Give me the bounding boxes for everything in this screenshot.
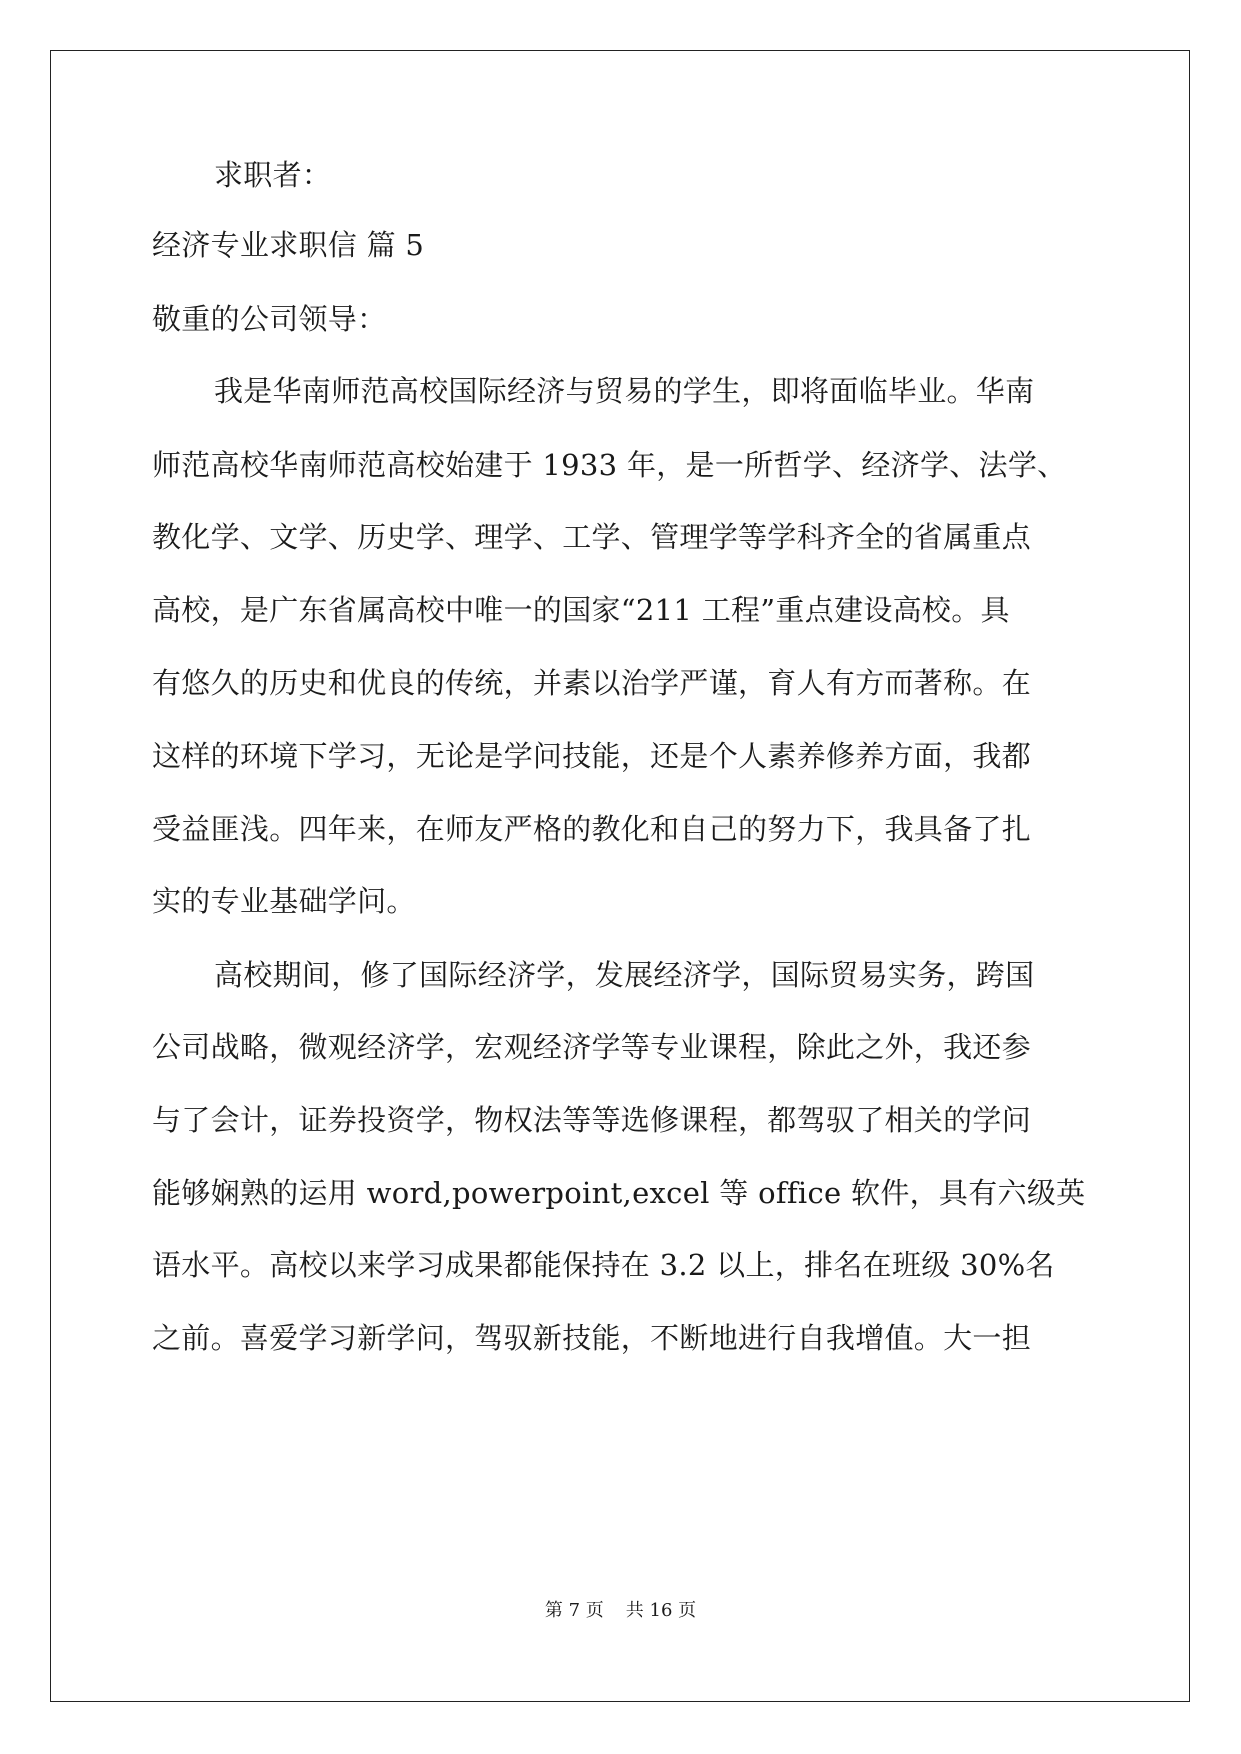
paragraph-line: 有悠久的历史和优良的传统，并素以治学严谨，育人有方而著称。在 [152, 666, 1032, 700]
paragraph-line: 受益匪浅。四年来，在师友严格的教化和自己的努力下，我具备了扎 [152, 812, 1032, 846]
page-total: 共 16 页 [625, 1600, 697, 1621]
paragraph-line: 公司战略，微观经济学，宏观经济学等专业课程，除此之外，我还参 [152, 1030, 1032, 1064]
paragraph-line: 高校，是广东省属高校中唯一的国家“211 工程”重点建设高校。具 [152, 593, 1010, 627]
signature-line: 求职者： [214, 158, 332, 192]
paragraph-line: 高校期间，修了国际经济学，发展经济学，国际贸易实务，跨国 [214, 958, 1035, 992]
paragraph-line: 之前。喜爱学习新学问，驾驭新技能，不断地进行自我增值。大一担 [152, 1321, 1032, 1355]
paragraph-line: 与了会计，证券投资学，物权法等等选修课程，都驾驭了相关的学问 [152, 1103, 1032, 1137]
paragraph-line: 教化学、文学、历史学、理学、工学、管理学等学科齐全的省属重点 [152, 520, 1032, 554]
salutation: 敬重的公司领导： [152, 302, 387, 336]
paragraph-line: 这样的环境下学习，无论是学问技能，还是个人素养修养方面，我都 [152, 739, 1032, 773]
paragraph-line: 实的专业基础学问。 [152, 884, 416, 918]
page-number: 第 7 页 [544, 1600, 604, 1621]
paragraph-line: 能够娴熟的运用 word,powerpoint,excel 等 office 软件，具有六级英 [152, 1176, 1086, 1210]
page-border [50, 50, 1190, 1702]
page-footer [0, 1599, 1241, 1623]
paragraph-line: 我是华南师范高校国际经济与贸易的学生，即将面临毕业。华南 [214, 374, 1035, 408]
paragraph-line: 语水平。高校以来学习成果都能保持在 3.2 以上，排名在班级 30%名 [152, 1248, 1055, 1282]
paragraph-line: 师范高校华南师范高校始建于 1933 年，是一所哲学、经济学、法学、 [152, 448, 1067, 482]
section-heading: 经济专业求职信 篇 5 [152, 228, 425, 262]
